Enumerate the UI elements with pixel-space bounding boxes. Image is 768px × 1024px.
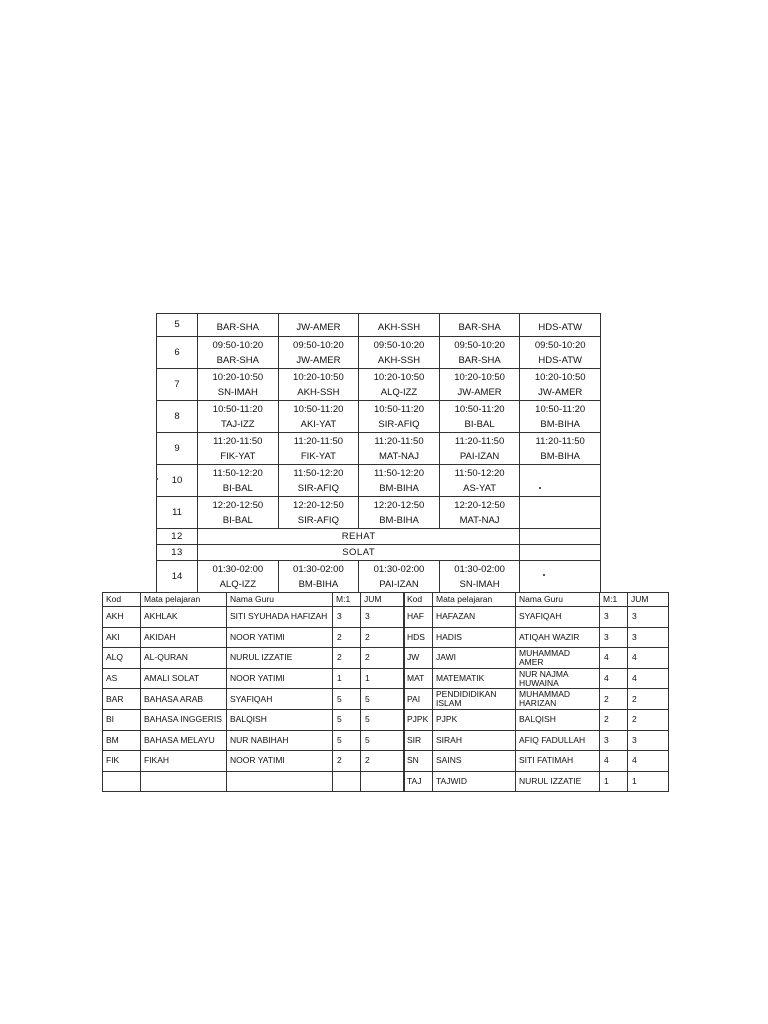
period-number: 12 [157,529,198,545]
slot-time: 11:20-11:50 [293,435,344,447]
slot-time: 12:20-12:50 [454,499,505,511]
legend-cell: MAT [404,668,433,689]
legend-cell: 4 [600,668,628,689]
timetable-row [157,314,601,337]
slot-time: 11:20-11:50 [374,435,424,447]
legend-cell: AL-QURAN [141,648,227,669]
legend-cell [103,771,141,792]
slot-subject-code: ALQ-IZZ [380,386,418,398]
timetable-cell [439,497,520,529]
legend-cell: 3 [628,627,669,648]
slot-subject-code: AKH-SSH [377,354,421,366]
legend-cell: 1 [333,668,361,689]
legend-row [404,751,669,772]
legend-cell: ALQ [103,648,141,669]
legend-cell: BM [103,730,141,751]
slot-time: 10:20-10:50 [454,371,505,383]
timetable-cell [520,497,601,529]
legend-row [404,771,669,792]
legend-cell: TAJWID [433,771,516,792]
period-number: 14 [157,561,198,593]
legend-cell: SYAFIQAH [516,607,600,628]
legend-header-cell: M:1 [600,593,628,607]
timetable-cell [359,401,440,433]
legend-row [103,627,405,648]
slot-time: 01:30-02:00 [293,563,344,575]
legend-cell: BAR [103,689,141,710]
slot-subject-code: SN-IMAH [217,386,258,398]
legend-body-right [404,607,669,792]
empty-cell [520,529,601,545]
legend-cell: 2 [333,751,361,772]
slot-subject-code: BAR-SHA [458,354,501,366]
subject-legend-left [102,592,405,792]
break-row [157,545,601,561]
legend-cell: NOOR YATIMI [227,751,333,772]
legend-cell: AKHLAK [141,607,227,628]
legend-cell: SN [404,751,433,772]
slot-time: 11:20-11:50 [454,435,505,447]
legend-cell: AS [103,668,141,689]
legend-cell: NUR NABIHAH [227,730,333,751]
legend-row [103,771,405,792]
slot-time: 11:20-11:50 [535,435,585,447]
legend-row [404,668,669,689]
legend-body-left [103,607,405,792]
subject-legend-right [403,592,669,792]
legend-cell: 2 [333,648,361,669]
legend-cell: BALQISH [227,709,333,730]
legend-cell: BALQISH [516,709,600,730]
legend-cell: 5 [333,730,361,751]
legend-cell: NURUL IZZATIE [516,771,600,792]
slot-subject-code: BM-BIHA [540,418,580,430]
timetable-cell [359,465,440,497]
period-number: 11 [157,497,198,529]
timetable-row [157,561,601,593]
slot-time: 10:20-10:50 [293,371,344,383]
legend-row [404,709,669,730]
timetable-cell [278,401,359,433]
timetable-cell [278,465,359,497]
legend-cell: ATIQAH WAZIR [516,627,600,648]
legend-cell: NOOR YATIMI [227,668,333,689]
legend-cell: JAWI [433,648,516,669]
legend-row [404,627,669,648]
timetable-cell [520,369,601,401]
legend-cell: 1 [600,771,628,792]
legend-cell: PJPK [404,709,433,730]
legend-cell: 5 [333,709,361,730]
slot-time: 09:50-10:20 [454,339,505,351]
timetable-cell [198,465,279,497]
legend-cell: 3 [600,627,628,648]
timetable-cell [198,561,279,593]
timetable-cell [278,337,359,369]
legend-cell: 4 [600,751,628,772]
timetable-cell [439,337,520,369]
legend-header-row [103,593,405,607]
slot-subject-code: AKI-YAT [300,418,337,430]
slot-time: 12:20-12:50 [212,499,264,511]
legend-cell: HAFAZAN [433,607,516,628]
legend-cell: TAJ [404,771,433,792]
slot-subject-code: BI-BAL [464,418,495,430]
timetable-cell [198,401,279,433]
slot-subject-code: JW-AMER [296,321,341,333]
legend-cell: 3 [628,607,669,628]
slot-time [520,498,600,513]
legend-cell: PAI [404,689,433,710]
timetable-cell [359,369,440,401]
timetable-cell [359,337,440,369]
legend-cell: 2 [628,709,669,730]
slot-time: 01:30-02:00 [373,563,425,575]
timetable-cell [198,369,279,401]
legend-cell: JW [404,648,433,669]
legend-header-cell: Mata pelajaran [433,593,516,607]
legend-cell [333,771,361,792]
slot-time [520,562,600,577]
legend-cell: SAINS [433,751,516,772]
timetable-cell [198,314,279,337]
slot-time: 09:50-10:20 [293,339,344,351]
slot-subject-code: HDS-ATW [538,321,582,333]
legend-cell: BAHASA ARAB [141,689,227,710]
timetable-cell [359,497,440,529]
timetable-cell [439,401,520,433]
legend-cell: HADIS [433,627,516,648]
legend-cell: SITI FATIMAH [516,751,600,772]
legend-cell: AKH [103,607,141,628]
timetable-cell [278,369,359,401]
legend-row [103,648,405,669]
break-label: REHAT [198,529,520,545]
timetable-cell [520,337,601,369]
slot-subject-code: SN-IMAH [459,578,500,590]
slot-subject-code: AKH-SSH [297,386,340,398]
legend-header-cell: Nama Guru [516,593,600,607]
period-number: 6 [157,337,198,369]
legend-cell: 2 [600,709,628,730]
legend-header-cell: Mata pelajaran [141,593,227,607]
slot-subject-code: JW-AMER [457,386,502,398]
legend-cell: 4 [628,751,669,772]
timetable [156,313,601,593]
slot-time: 09:50-10:20 [534,339,586,351]
slot-time: 10:50-11:20 [293,403,344,415]
timetable-cell [520,401,601,433]
slot-time: 10:50-11:20 [373,403,424,415]
legend-cell: SIR [404,730,433,751]
slot-time: 10:20-10:50 [212,371,264,383]
timetable-cell [520,314,601,337]
legend-cell: 3 [600,730,628,751]
timetable-cell [359,433,440,465]
legend-cell: 3 [333,607,361,628]
slot-subject-code: FIK-YAT [220,450,256,462]
legend-row [404,648,669,669]
timetable-cell [520,465,601,497]
slot-subject-code: JW-AMER [296,354,341,366]
legend-cell: 1 [361,668,405,689]
timetable-cell [198,497,279,529]
legend-cell: NURUL IZZATIE [227,648,333,669]
slot-subject-code: JW-AMER [538,386,583,398]
legend-row [103,689,405,710]
legend-cell: 2 [333,627,361,648]
legend-cell: NUR NAJMA HUWAINA [516,668,600,689]
timetable-cell [278,561,359,593]
legend-cell [227,771,333,792]
timetable-row [157,497,601,529]
timetable-cell [520,433,601,465]
slot-subject-code: BM-BIHA [379,482,419,494]
legend-cell: AMALI SOLAT [141,668,227,689]
slot-subject-code: BI-BAL [222,482,253,494]
legend-cell: 4 [600,648,628,669]
period-number: 5 [157,314,198,337]
timetable-cell [198,433,279,465]
legend-row [103,709,405,730]
slot-subject-code [520,577,600,592]
slot-time: 09:50-10:20 [212,339,264,351]
break-label: SOLAT [198,545,520,561]
slot-subject-code: BI-BAL [222,514,253,526]
legend-cell: 2 [600,689,628,710]
legend-cell: SYAFIQAH [227,689,333,710]
legend-header-row [404,593,669,607]
slot-subject-code: MAT-NAJ [459,514,500,526]
timetable-row [157,433,601,465]
slot-time: 01:30-02:00 [454,563,505,575]
legend-cell: 5 [361,730,405,751]
slot-time: 11:50-12:20 [293,467,344,479]
legend-cell: HAF [404,607,433,628]
slot-time: 10:20-10:50 [373,371,425,383]
slot-subject-code: BAR-SHA [216,354,259,366]
legend-cell: NOOR YATIMI [227,627,333,648]
timetable-cell [439,465,520,497]
legend-cell: 2 [361,627,405,648]
legend-cell: AKI [103,627,141,648]
legend-row [103,751,405,772]
slot-time: 11:50-12:20 [212,467,263,479]
timetable-row [157,337,601,369]
legend-row [103,607,405,628]
timetable-cell [278,433,359,465]
legend-cell: BAHASA MELAYU [141,730,227,751]
legend-cell: 2 [361,648,405,669]
slot-time: 11:50-12:20 [454,467,505,479]
empty-cell [520,545,601,561]
scan-speck [543,574,545,576]
scan-speck [156,478,158,480]
legend-cell: HDS [404,627,433,648]
timetable-row [157,369,601,401]
legend-cell: PENDIDIDIKAN ISLAM [433,689,516,710]
legend-cell: MUHAMMAD AMER [516,648,600,669]
timetable-cell [439,561,520,593]
timetable-cell [439,433,520,465]
legend-header-cell: M:1 [333,593,361,607]
period-number: 9 [157,433,198,465]
legend-header-cell: JUM [628,593,669,607]
slot-subject-code: HDS-ATW [538,354,582,366]
slot-subject-code: PAI-IZAN [379,578,419,590]
period-number: 13 [157,545,198,561]
legend-cell: AKIDAH [141,627,227,648]
legend-cell: FIKAH [141,751,227,772]
legend-cell: 3 [600,607,628,628]
timetable-cell [278,314,359,337]
slot-time: 09:50-10:20 [373,339,425,351]
legend-cell: BI [103,709,141,730]
slot-time: 10:50-11:20 [535,403,586,415]
slot-time: 11:50-12:20 [373,467,424,479]
slot-subject-code: ALQ-IZZ [219,578,256,590]
legend-cell: 2 [361,751,405,772]
legend-cell: SITI SYUHADA HAFIZAH [227,607,333,628]
slot-time: 10:50-11:20 [212,403,263,415]
legend-cell: 5 [361,709,405,730]
legend-cell: BAHASA INGGERIS [141,709,227,730]
timetable-cell [439,369,520,401]
period-number: 8 [157,401,198,433]
scan-speck [539,487,541,489]
slot-subject-code: BM-BIHA [379,514,419,526]
legend-cell: 4 [628,648,669,669]
slot-subject-code: AKH-SSH [377,321,421,333]
legend-row [103,730,405,751]
timetable-cell [520,561,601,593]
slot-subject-code: SIR-AFIQ [378,418,420,430]
legend-header-cell: JUM [361,593,405,607]
legend-cell: 4 [628,668,669,689]
slot-subject-code: TAJ-IZZ [221,418,255,430]
slot-time: 12:20-12:50 [373,499,425,511]
legend-header-cell: Kod [103,593,141,607]
slot-subject-code: PAI-IZAN [459,450,500,462]
slot-time: 10:50-11:20 [454,403,505,415]
slot-time [520,466,600,481]
slot-subject-code [520,513,600,528]
legend-cell: MATEMATIK [433,668,516,689]
slot-subject-code: FIK-YAT [300,450,336,462]
slot-subject-code: BAR-SHA [458,321,501,333]
timetable-cell [278,497,359,529]
legend-cell: 3 [628,730,669,751]
period-number: 7 [157,369,198,401]
legend-cell [141,771,227,792]
legend-row [404,689,669,710]
slot-subject-code: BM-BIHA [540,450,580,462]
legend-cell [361,771,405,792]
legend-header-cell: Nama Guru [227,593,333,607]
legend-cell: PJPK [433,709,516,730]
timetable-row [157,465,601,497]
slot-time: 01:30-02:00 [212,563,264,575]
legend-cell: 1 [628,771,669,792]
slot-subject-code [520,481,600,496]
slot-subject-code: BM-BIHA [298,578,339,590]
period-number: 10 [157,465,198,497]
slot-subject-code: SIR-AFIQ [297,514,339,526]
legend-cell: 5 [361,689,405,710]
legend-cell: MUHAMMAD HARIZAN [516,689,600,710]
slot-subject-code: SIR-AFIQ [297,482,339,494]
legend-cell: SIRAH [433,730,516,751]
timetable-cell [198,337,279,369]
legend-cell: AFIQ FADULLAH [516,730,600,751]
legend-cell: 5 [333,689,361,710]
legend-cell: 2 [628,689,669,710]
slot-subject-code: BAR-SHA [216,321,259,333]
timetable-row [157,401,601,433]
slot-time: 10:20-10:50 [534,371,586,383]
slot-subject-code: AS-YAT [463,482,497,494]
legend-row [103,668,405,689]
legend-row [404,730,669,751]
slot-time: 11:20-11:50 [213,435,263,447]
timetable-cell [439,314,520,337]
legend-row [404,607,669,628]
timetable-cell [359,314,440,337]
legend-cell: FIK [103,751,141,772]
break-row [157,529,601,545]
slot-subject-code: MAT-NAJ [379,450,419,462]
legend-cell: 3 [361,607,405,628]
timetable-body [157,314,601,593]
timetable-cell [359,561,440,593]
slot-time: 12:20-12:50 [293,499,344,511]
legend-header-cell: Kod [404,593,433,607]
